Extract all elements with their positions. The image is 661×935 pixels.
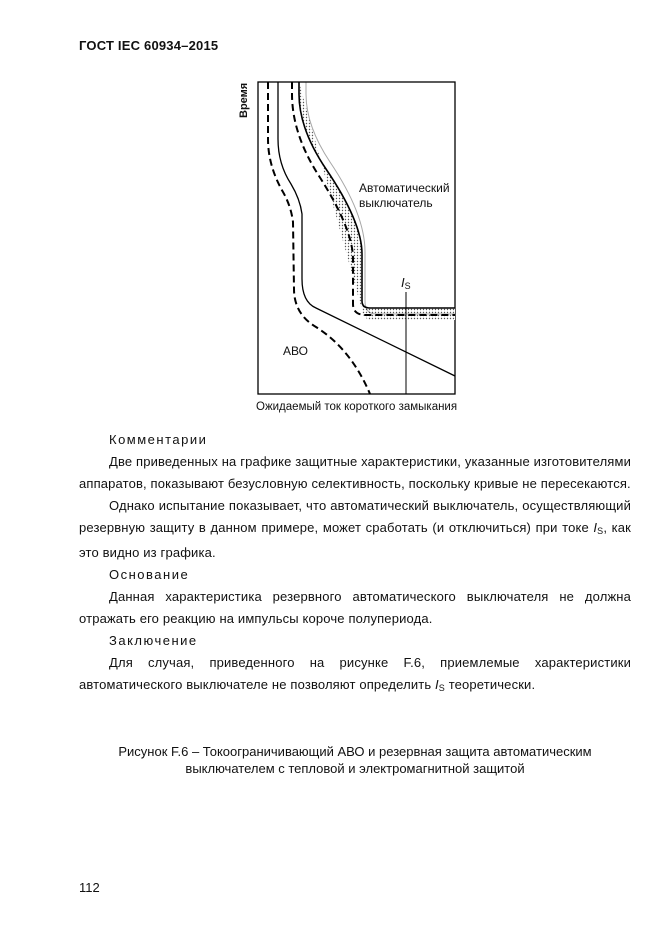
test-paragraph-b: , как это видно из графика. — [79, 520, 631, 560]
page-number: 112 — [79, 880, 100, 895]
test-paragraph-a: Однако испытание показывает, что автоматический выключатель, осуществляющий резервную защиту в данном примере, может сработать (и отключиться) при токе — [79, 498, 631, 535]
is-label-sub: S — [404, 281, 411, 291]
is-inline-letter: I — [593, 520, 598, 535]
conclusion-paragraph-b: теоретически. — [444, 677, 536, 692]
comments-heading: Комментарии — [109, 432, 208, 447]
figure-f6 — [236, 74, 476, 420]
y-axis-label: Время — [238, 82, 250, 118]
figure-caption: Рисунок F.6 – Токоограничивающий АВО и резервная защита автоматическим выключателем с тепловой и электромагнитной защитой — [118, 744, 592, 776]
is-inline-symbol-2 — [435, 677, 445, 692]
body-text — [79, 429, 631, 699]
comments-paragraph: Две приведенных на графике защитные характеристики, указанные изготовителями аппаратов, показывают безусловную селективность, поскольку кривые не пересекаются. — [79, 454, 631, 491]
basis-paragraph: Данная характеристика резервного автоматического выключателя не должна отражать его реакцию на импульсы короче полупериода. — [79, 589, 631, 626]
conclusion-paragraph — [79, 652, 631, 699]
document-header: ГОСТ IEC 60934–2015 — [79, 38, 219, 53]
characteristic-chart — [236, 74, 476, 420]
is-label — [401, 275, 411, 291]
test-paragraph — [79, 495, 631, 564]
x-axis-label: Ожидаемый ток короткого замыкания — [256, 401, 458, 413]
conclusion-heading: Заключение — [109, 633, 198, 648]
is-inline-sub-2: S — [438, 683, 445, 693]
abo-curve-label: АВО — [283, 344, 308, 358]
is-inline-letter-2: I — [435, 677, 439, 692]
basis-heading: Основание — [109, 567, 190, 582]
is-label-symbol: I — [401, 275, 405, 290]
is-inline-symbol — [593, 520, 603, 535]
conclusion-paragraph-a: Для случая, приведенного на рисунке F.6, приемлемые характеристики автоматического выключателе не позволяют определить — [79, 655, 631, 692]
breaker-curve-label: Автоматический выключатель — [359, 181, 450, 210]
is-inline-sub: S — [597, 526, 604, 536]
